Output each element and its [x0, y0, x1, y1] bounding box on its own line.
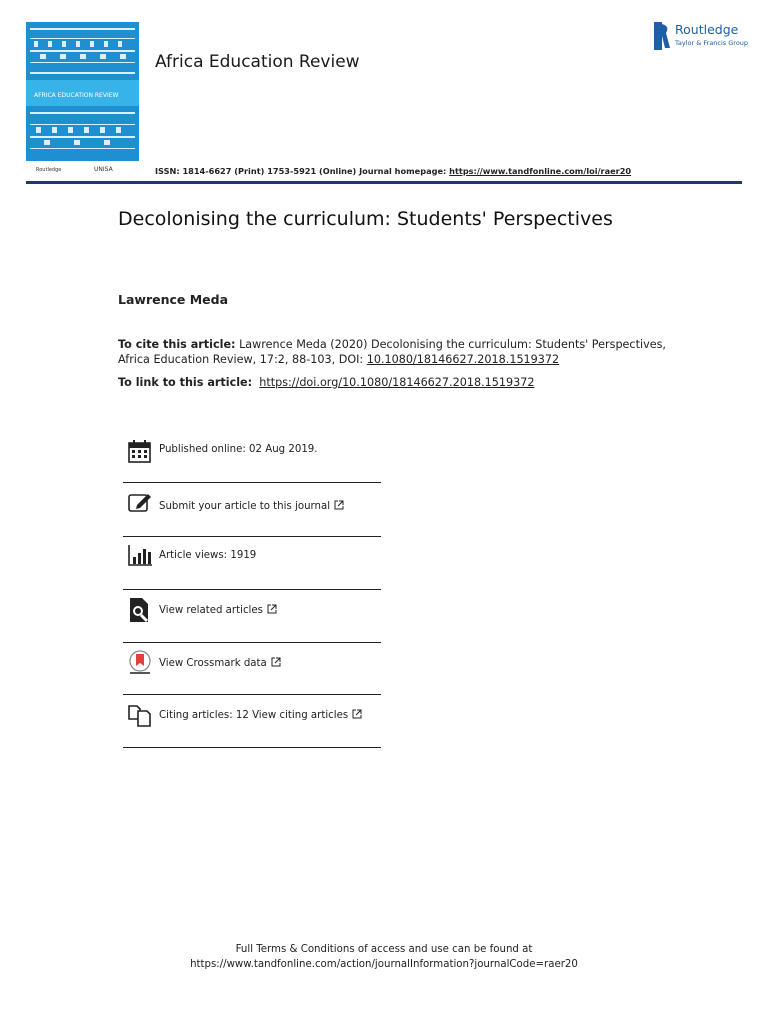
related-articles-text: View related articles [159, 605, 263, 616]
published-online-item [123, 437, 381, 465]
publisher-name: Routledge [675, 22, 739, 37]
issn-text: ISSN: 1814-6627 (Print) 1753-5921 (Online) Journal homepage: [155, 166, 450, 176]
info-divider [123, 642, 381, 643]
article-link-line [118, 376, 534, 389]
citing-articles-icon [127, 702, 153, 728]
cover-title: AFRICA EDUCATION REVIEW [34, 92, 119, 99]
external-link-icon [267, 604, 277, 614]
article-views-item [123, 543, 381, 569]
publisher-logo[interactable] [653, 22, 748, 50]
submit-article-item[interactable] [123, 490, 381, 520]
cover-publisher: Routledge [36, 167, 62, 173]
article-author: Lawrence Meda [118, 292, 229, 307]
citing-articles-item[interactable] [123, 702, 381, 730]
submit-article-text: Submit your article to this journal [159, 501, 331, 512]
journal-title: Africa Education Review [155, 52, 360, 72]
cite-label: To cite this article: [118, 338, 236, 351]
publisher-subtitle: Taylor & Francis Group [675, 39, 749, 47]
info-divider [123, 747, 381, 748]
crossmark-text: View Crossmark data [159, 658, 267, 669]
citing-articles-text: Citing articles: 12 View citing articles [159, 710, 349, 721]
search-document-icon [127, 597, 153, 623]
journal-homepage-link[interactable]: https://www.tandfonline.com/loi/raer20 [449, 166, 632, 176]
issn-line [155, 166, 631, 176]
link-label: To link to this article: [118, 376, 253, 389]
crossmark-item[interactable] [123, 650, 381, 678]
citation-block [118, 337, 678, 367]
journal-cover-image[interactable] [26, 22, 139, 179]
header-divider [26, 181, 742, 184]
related-articles-item[interactable] [123, 597, 381, 625]
footer-terms-link[interactable]: https://www.tandfonline.com/action/journalInformation?journalCode=raer20 [190, 959, 578, 970]
calendar-icon [127, 438, 153, 464]
article-title: Decolonising the curriculum: Students' Perspectives [118, 208, 613, 230]
routledge-logo-icon [653, 22, 671, 50]
edit-icon [127, 490, 153, 516]
crossmark-icon [127, 650, 153, 676]
bar-chart-icon [127, 543, 153, 569]
external-link-icon [352, 709, 362, 719]
info-divider [123, 536, 381, 537]
info-divider [123, 694, 381, 695]
cover-partner: UNISA [94, 166, 113, 173]
external-link-icon [271, 657, 281, 667]
published-online-text: Published online: 02 Aug 2019. [159, 444, 318, 455]
footer-terms-text: Full Terms & Conditions of access and use can be found at [235, 944, 533, 955]
article-doi-link[interactable]: https://doi.org/10.1080/18146627.2018.1519372 [259, 376, 535, 389]
cite-doi-link[interactable]: 10.1080/18146627.2018.1519372 [366, 353, 560, 366]
cite-text: Lawrence Meda (2020) Decolonising the curriculum: Students' Perspectives, Africa Education Review, 17:2, 88-103, DOI: [118, 338, 666, 366]
footer [0, 942, 768, 972]
external-link-icon [334, 500, 344, 510]
article-views-text: Article views: 1919 [159, 550, 257, 561]
info-divider [123, 589, 381, 590]
info-divider [123, 482, 381, 483]
